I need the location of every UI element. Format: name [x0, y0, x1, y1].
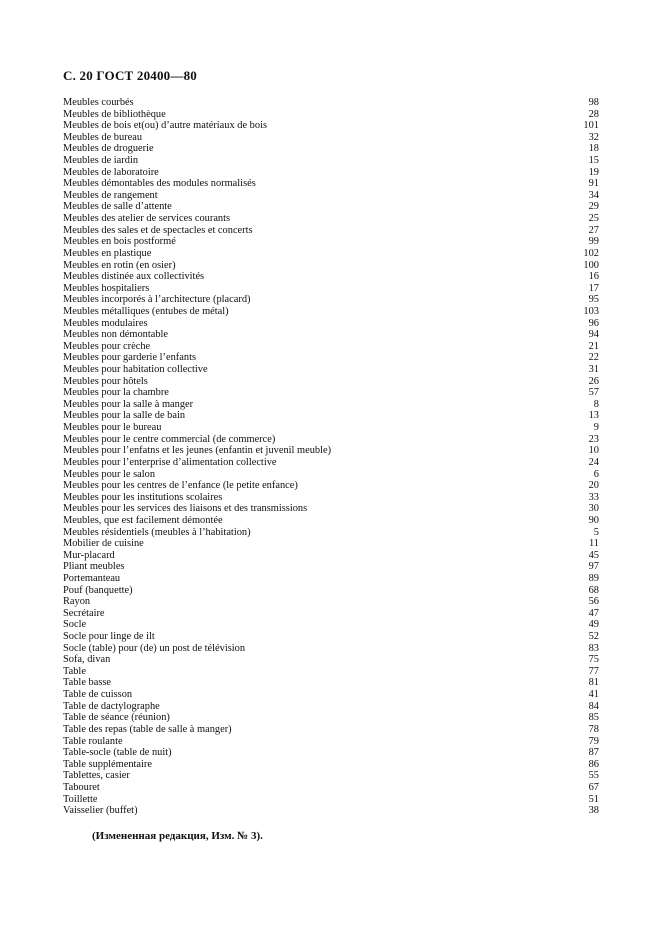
- entry-page-number: 90: [588, 514, 599, 526]
- entry-page-number: 100: [583, 259, 599, 271]
- index-entry: [63, 410, 599, 422]
- entry-page-number: 16: [588, 271, 599, 283]
- index-entry: [63, 248, 599, 260]
- entry-term: Meubles en rotin (en osier): [63, 259, 176, 271]
- entry-page-number: 26: [588, 375, 599, 387]
- entry-page-number: 11: [588, 538, 599, 550]
- entry-page-number: 45: [588, 549, 599, 561]
- entry-term: Meubles pour les centres de l’enfance (le petite enfance): [63, 480, 298, 492]
- index-entry: [63, 759, 599, 771]
- entry-term: Meubles pour garderie l’enfants: [63, 352, 197, 364]
- entry-term: Meubles pour hôtels: [63, 375, 148, 387]
- entry-term: Meubles hospitaliers: [63, 282, 150, 294]
- index-entry: [63, 260, 599, 272]
- entry-term: Meubles résidentiels (meubles à l’habitation): [63, 526, 251, 538]
- entry-term: Meubles démontables des modules normalisés: [63, 178, 256, 190]
- entry-term: Table de cuisson: [63, 689, 133, 701]
- entry-page-number: 87: [588, 747, 599, 759]
- index-entry: [63, 120, 599, 132]
- entry-page-number: 9: [593, 422, 599, 434]
- entry-term: Meubles incorporés à l’architecture (placard): [63, 294, 251, 306]
- entry-page-number: 32: [588, 131, 599, 143]
- index-entry: [63, 503, 599, 515]
- entry-term: Socle pour linge de ilt: [63, 631, 155, 643]
- index-entry: [63, 445, 599, 457]
- entry-page-number: 97: [588, 561, 599, 573]
- entry-term: Meubles pour le salon: [63, 468, 156, 480]
- entry-term: Meubles de bois et(ou) d’autre matériaux de bois: [63, 120, 267, 132]
- index-entry: [63, 178, 599, 190]
- entry-page-number: 19: [588, 166, 599, 178]
- index-entry: [63, 561, 599, 573]
- index-entry: [63, 399, 599, 411]
- index-entry: [63, 712, 599, 724]
- entry-page-number: 23: [588, 433, 599, 445]
- entry-term: Meubles courbés: [63, 97, 134, 108]
- index-entry: [63, 294, 599, 306]
- index-entry: [63, 434, 599, 446]
- entry-page-number: 78: [588, 723, 599, 735]
- entry-term: Meubles de rangement: [63, 189, 158, 201]
- entry-term: Meubles métalliques (entubes de métal): [63, 305, 229, 317]
- entry-page-number: 101: [583, 120, 599, 132]
- index-entry: [63, 201, 599, 213]
- entry-term: Meubles pour la salle à manger: [63, 398, 194, 410]
- entry-page-number: 51: [588, 793, 599, 805]
- entry-page-number: 79: [588, 735, 599, 747]
- entry-page-number: 103: [583, 305, 599, 317]
- entry-page-number: 22: [588, 352, 599, 364]
- entry-term: Secrétaire: [63, 607, 105, 619]
- index-entry: [63, 538, 599, 550]
- index-entry: [63, 515, 599, 527]
- entry-page-number: 31: [588, 364, 599, 376]
- index-entry: [63, 167, 599, 179]
- entry-page-number: 15: [588, 155, 599, 167]
- entry-page-number: 91: [588, 178, 599, 190]
- entry-page-number: 56: [588, 596, 599, 608]
- entry-term: Meubles de bibliothèque: [63, 108, 166, 120]
- entry-page-number: 33: [588, 491, 599, 503]
- entry-page-number: 13: [588, 410, 599, 422]
- index-entry: [63, 805, 599, 817]
- entry-term: Meubles des sales et de spectacles et concerts: [63, 224, 253, 236]
- index-entry: [63, 654, 599, 666]
- entry-term: Sofa, divan: [63, 654, 111, 666]
- entry-page-number: 94: [588, 329, 599, 341]
- index-entry: [63, 422, 599, 434]
- entry-term: Mobilier de cuisine: [63, 538, 144, 550]
- index-entry: [63, 364, 599, 376]
- entry-page-number: 21: [588, 340, 599, 352]
- entry-term: Table basse: [63, 677, 112, 689]
- entry-page-number: 99: [588, 236, 599, 248]
- entry-page-number: 38: [588, 805, 599, 817]
- entry-term: Meubles non démontable: [63, 329, 169, 341]
- entry-term: Table de séance (réunion): [63, 712, 170, 724]
- entry-page-number: 96: [588, 317, 599, 329]
- entry-page-number: 67: [588, 781, 599, 793]
- index-entry: [63, 573, 599, 585]
- entry-page-number: 86: [588, 758, 599, 770]
- entry-page-number: 6: [593, 468, 599, 480]
- index-entry: [63, 608, 599, 620]
- index-entry: [63, 132, 599, 144]
- entry-term: Tablettes, casier: [63, 770, 130, 782]
- entry-term: Meubles pour le bureau: [63, 422, 162, 434]
- entry-page-number: 8: [593, 398, 599, 410]
- entry-term: Meubles pour l’enterprise d’alimentation collective: [63, 456, 277, 468]
- index-entry: [63, 770, 599, 782]
- entry-page-number: 83: [588, 642, 599, 654]
- entry-page-number: 85: [588, 712, 599, 724]
- index-entry: [63, 225, 599, 237]
- index-entry: [63, 341, 599, 353]
- entry-term: Pouf (banquette): [63, 584, 133, 596]
- entry-term: Table supplémentaire: [63, 758, 152, 770]
- entry-term: Meubles de laboratoire: [63, 166, 159, 178]
- entry-term: Table-socle (table de nuit): [63, 747, 172, 759]
- term-index-list: [63, 97, 599, 817]
- index-entry: [63, 631, 599, 643]
- entry-page-number: 20: [588, 480, 599, 492]
- entry-term: Mur-placard: [63, 549, 115, 561]
- entry-term: Meubles, que est facilement démontée: [63, 514, 223, 526]
- entry-page-number: 28: [588, 108, 599, 120]
- entry-page-number: 24: [588, 456, 599, 468]
- index-entry: [63, 376, 599, 388]
- entry-term: Table de dactylographe: [63, 700, 160, 712]
- entry-page-number: 52: [588, 631, 599, 643]
- entry-page-number: 41: [588, 689, 599, 701]
- entry-term: Tabouret: [63, 781, 100, 793]
- entry-page-number: 34: [588, 189, 599, 201]
- index-entry: [63, 352, 599, 364]
- entry-term: Table: [63, 665, 86, 677]
- index-entry: [63, 677, 599, 689]
- index-entry: [63, 190, 599, 202]
- entry-term: Socle (table) pour (de) un post de télévision: [63, 642, 246, 654]
- index-entry: [63, 794, 599, 806]
- index-entry: [63, 329, 599, 341]
- entry-page-number: 68: [588, 584, 599, 596]
- entry-term: Meubles pour habitation collective: [63, 364, 208, 376]
- entry-page-number: 84: [588, 700, 599, 712]
- index-entry: [63, 643, 599, 655]
- entry-term: Rayon: [63, 596, 91, 608]
- entry-page-number: 5: [593, 526, 599, 538]
- index-entry: [63, 387, 599, 399]
- index-entry: [63, 492, 599, 504]
- entry-term: Table des repas (table de salle à manger): [63, 723, 232, 735]
- entry-page-number: 98: [588, 97, 599, 108]
- entry-page-number: 30: [588, 503, 599, 515]
- index-entry: [63, 747, 599, 759]
- entry-page-number: 57: [588, 387, 599, 399]
- index-entry: [63, 236, 599, 248]
- entry-term: Meubles de iardin: [63, 155, 139, 167]
- entry-term: Meubles pour la salle de bain: [63, 410, 186, 422]
- index-entry: [63, 550, 599, 562]
- index-entry: [63, 155, 599, 167]
- entry-term: Meubles de salle d’attente: [63, 201, 172, 213]
- index-entry: [63, 596, 599, 608]
- index-entry: [63, 527, 599, 539]
- entry-page-number: 10: [588, 445, 599, 457]
- index-entry: [63, 457, 599, 469]
- index-entry: [63, 701, 599, 713]
- index-entry: [63, 283, 599, 295]
- entry-term: Meubles modulaires: [63, 317, 148, 329]
- index-entry: [63, 585, 599, 597]
- entry-page-number: 18: [588, 143, 599, 155]
- entry-term: Meubles en plastique: [63, 247, 152, 259]
- entry-page-number: 55: [588, 770, 599, 782]
- index-entry: [63, 480, 599, 492]
- entry-term: Vaisselier (buffet): [63, 805, 138, 817]
- index-entry: [63, 666, 599, 678]
- index-entry: [63, 318, 599, 330]
- index-entry: [63, 143, 599, 155]
- index-entry: [63, 689, 599, 701]
- entry-page-number: 102: [583, 247, 599, 259]
- index-entry: [63, 213, 599, 225]
- page-header: С. 20 ГОСТ 20400—80: [63, 68, 197, 83]
- entry-page-number: 25: [588, 213, 599, 225]
- entry-term: Meubles de droguerie: [63, 143, 154, 155]
- entry-page-number: 27: [588, 224, 599, 236]
- entry-term: Table roulante: [63, 735, 123, 747]
- entry-term: Meubles pour le centre commercial (de commerce): [63, 433, 276, 445]
- index-entry: [63, 782, 599, 794]
- entry-page-number: 49: [588, 619, 599, 631]
- index-entry: [63, 271, 599, 283]
- entry-term: Meubles pour les institutions scolaires: [63, 491, 223, 503]
- entry-term: Portemanteau: [63, 572, 121, 584]
- index-entry: [63, 109, 599, 121]
- index-entry: [63, 736, 599, 748]
- entry-page-number: 81: [588, 677, 599, 689]
- entry-term: Toillette: [63, 793, 98, 805]
- entry-page-number: 47: [588, 607, 599, 619]
- entry-page-number: 75: [588, 654, 599, 666]
- entry-term: Meubles pour la chambre: [63, 387, 169, 399]
- entry-page-number: 77: [588, 665, 599, 677]
- entry-term: Meubles pour crèche: [63, 340, 151, 352]
- revision-footnote: (Измененная редакция, Изм. № 3).: [92, 830, 263, 842]
- index-entry: [63, 97, 599, 109]
- index-entry: [63, 306, 599, 318]
- entry-page-number: 95: [588, 294, 599, 306]
- entry-page-number: 17: [588, 282, 599, 294]
- entry-term: Meubles de bureau: [63, 131, 143, 143]
- index-entry: [63, 724, 599, 736]
- index-entry: [63, 469, 599, 481]
- entry-term: Meubles distinée aux collectivités: [63, 271, 205, 283]
- entry-page-number: 89: [588, 572, 599, 584]
- entry-term: Meubles pour les services des liaisons et des transmissions: [63, 503, 308, 515]
- entry-page-number: 29: [588, 201, 599, 213]
- entry-term: Pliant meubles: [63, 561, 125, 573]
- entry-term: Meubles pour l’enfatns et les jeunes (enfantin et juvenil meuble): [63, 445, 332, 457]
- entry-term: Meubles des atelier de services courants: [63, 213, 231, 225]
- entry-term: Meubles en bois postformé: [63, 236, 176, 248]
- entry-term: Socle: [63, 619, 87, 631]
- index-entry: [63, 619, 599, 631]
